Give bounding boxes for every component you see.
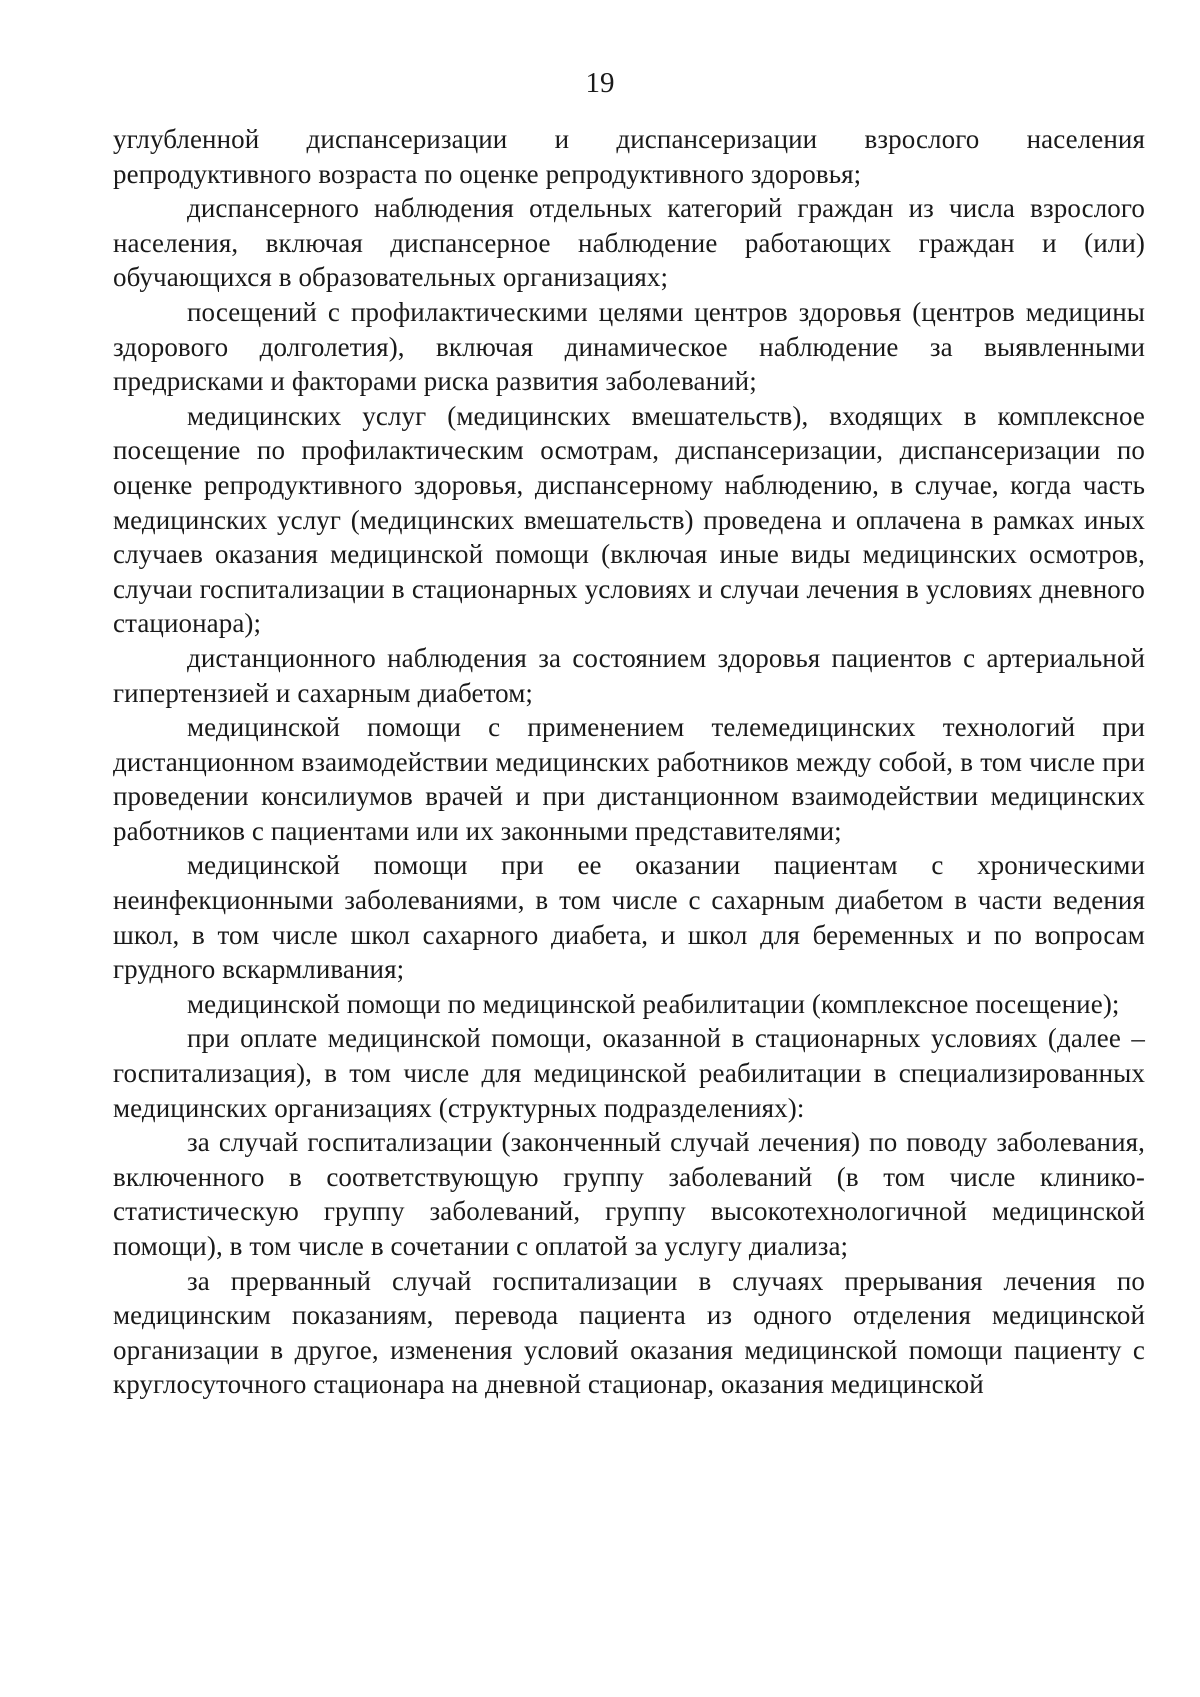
paragraph: за случай госпитализации (законченный случай лечения) по поводу заболевания, включенного в соответствующую группу заболеваний (в том числе клинико-статистическую группу заболеваний, группу высокотехнологичной медицинской помощи), в том числе в сочетании с оплатой за услугу диализа; (113, 1127, 1145, 1261)
document-body (113, 122, 1145, 1402)
paragraph: медицинской помощи по медицинской реабилитации (комплексное посещение); (187, 988, 1120, 1019)
page-number: 19 (585, 67, 615, 99)
paragraph: медицинских услуг (медицинских вмешательств), входящих в комплексное посещение по профилактическим осмотрам, диспансеризации, диспансеризации по оценке репродуктивного здоровья, диспансерному наблюдению, в случае, когда часть медицинских услуг (медицинских вмешательств) проведена и оплачена в рамках иных случаев оказания медицинской помощи (включая иные виды медицинских осмотров, случаи госпитализации в стационарных условиях и случаи лечения в условиях дневного стационара); (113, 400, 1145, 639)
paragraph: дистанционного наблюдения за состоянием здоровья пациентов с артериальной гипертензией и сахарным диабетом; (113, 642, 1145, 708)
paragraph: посещений с профилактическими целями центров здоровья (центров медицины здорового долголетия), включая динамическое наблюдение за выявленными предрисками и факторами риска развития заболеваний; (113, 296, 1145, 397)
paragraph: при оплате медицинской помощи, оказанной в стационарных условиях (далее – госпитализация), в том числе для медицинской реабилитации в специализированных медицинских организациях (структурных подразделениях): (113, 1023, 1145, 1123)
paragraph: медицинской помощи с применением телемедицинских технологий при дистанционном взаимодействии медицинских работников между собой, в том числе при проведении консилиумов врачей и при дистанционном взаимодействии медицинских работников с пациентами или их законными представителями; (113, 712, 1145, 846)
paragraph: за прерванный случай госпитализации в случаях прерывания лечения по медицинским показаниям, перевода пациента из одного отделения медицинской организации в другое, изменения условий оказания медицинской помощи пациенту с круглосуточного стационара на дневной стационар, оказания медицинской (113, 1265, 1145, 1400)
paragraph: медицинской помощи при ее оказании пациентам с хроническими неинфекционными заболеваниями, в том числе с сахарным диабетом в части ведения школ, в том числе школ сахарного диабета, и школ для беременных и по вопросам грудного вскармливания; (113, 850, 1145, 985)
paragraph: диспансерного наблюдения отдельных категорий граждан из числа взрослого населения, включая диспансерное наблюдение работающих граждан и (или) обучающихся в образовательных организациях; (113, 193, 1145, 293)
paragraph: углубленной диспансеризации и диспансеризации взрослого населения репродуктивного возраста по оценке репродуктивного здоровья; (113, 124, 1145, 189)
